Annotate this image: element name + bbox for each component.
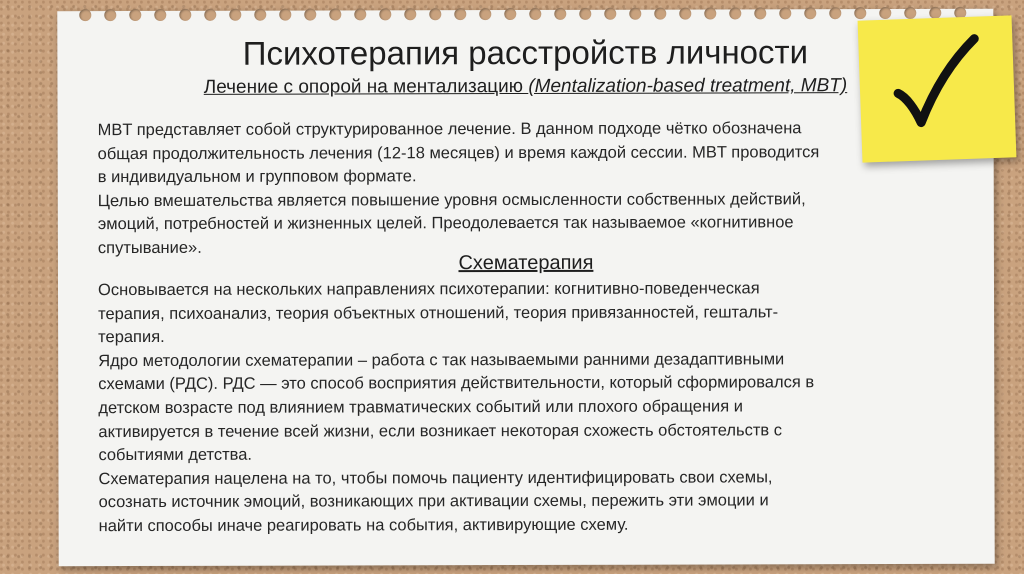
binder-hole	[329, 8, 341, 20]
binder-hole	[79, 9, 91, 21]
slide-title: Психотерапия расстройств личности	[242, 33, 809, 72]
mbt-line: MBT представляет собой структурированное лечение. В данном подходе чётко обозначена	[97, 119, 802, 140]
binder-hole	[754, 7, 766, 19]
binder-hole	[704, 8, 716, 20]
binder-hole	[529, 8, 541, 20]
schema-line: активируется в течение всей жизни, если возникает некоторая схожесть обстоятельств с	[98, 420, 782, 441]
schema-line: терапия, психоанализ, теория объектных отношений, теория привязанностей, гештальт-	[98, 302, 779, 323]
binder-hole	[154, 9, 166, 21]
binder-hole	[854, 7, 866, 19]
schema-line: найти способы иначе реагировать на события, активирующие схему.	[98, 515, 629, 536]
binder-hole	[579, 8, 591, 20]
binder-hole	[629, 8, 641, 20]
binder-hole	[679, 8, 691, 20]
paper-sheet	[57, 9, 994, 566]
binder-hole	[879, 7, 891, 19]
binder-hole	[479, 8, 491, 20]
binder-hole	[654, 8, 666, 20]
binder-hole	[129, 9, 141, 21]
binder-hole	[554, 8, 566, 20]
mbt-line: в индивидуальном и групповом формате.	[97, 167, 417, 187]
schema-line: Основывается на нескольких направлениях психотерапии: когнитивно-поведенческая	[97, 279, 760, 300]
binder-hole	[104, 9, 116, 21]
subtitle-main: Лечение с опорой на ментализацию	[203, 75, 529, 98]
binder-hole	[304, 9, 316, 21]
schema-line: осознать источник эмоций, возникающих при активации схемы, пережить эти эмоции и	[98, 491, 769, 512]
binder-hole	[779, 7, 791, 19]
binder-hole	[204, 9, 216, 21]
subtitle-italic: (Mentalization-based treatment, MBT)	[528, 75, 848, 97]
binder-hole	[429, 8, 441, 20]
schema-line: событиями детства.	[98, 445, 253, 465]
mbt-line: спутывание».	[97, 238, 202, 258]
mbt-line: общая продолжительность лечения (12-18 месяцев) и время каждой сессии. MBT проводится	[97, 142, 820, 163]
mbt-paragraph	[98, 117, 958, 261]
binder-hole	[829, 7, 841, 19]
binder-hole	[454, 8, 466, 20]
schema-line: терапия.	[98, 328, 165, 347]
binder-hole	[604, 8, 616, 20]
schema-line: схемами (РДС). РДС — это способ восприятия действительности, который сформировался в	[98, 373, 815, 394]
binder-hole	[254, 9, 266, 21]
binder-hole	[804, 7, 816, 19]
schema-line: Схематерапия нацелена на то, чтобы помочь пациенту идентифицировать свои схемы,	[98, 468, 773, 488]
schema-line: детском возрасте под влиянием травматических событий или плохого обращения и	[98, 397, 744, 418]
checkmark-icon	[890, 32, 983, 135]
binder-hole	[279, 9, 291, 21]
binder-hole	[404, 8, 416, 20]
schema-line: Ядро методологии схематерапии – работа с так называемыми ранними дезадаптивными	[98, 350, 785, 370]
mbt-line: Целью вмешательства является повышение уровня осмысленности собственных действий,	[97, 190, 806, 210]
mbt-line: эмоций, потребностей и жизненных целей. Преодолевается так называемое «когнитивное	[97, 213, 794, 234]
schema-paragraph	[98, 277, 979, 539]
binder-holes	[79, 7, 979, 25]
binder-hole	[729, 7, 741, 19]
binder-hole	[504, 8, 516, 20]
schema-heading: Схематерапия	[458, 251, 594, 275]
binder-hole	[354, 8, 366, 20]
binder-hole	[229, 9, 241, 21]
binder-hole	[379, 8, 391, 20]
binder-hole	[179, 9, 191, 21]
binder-hole	[904, 7, 916, 19]
slide-subtitle	[57, 75, 993, 99]
sticky-note	[858, 15, 1017, 162]
